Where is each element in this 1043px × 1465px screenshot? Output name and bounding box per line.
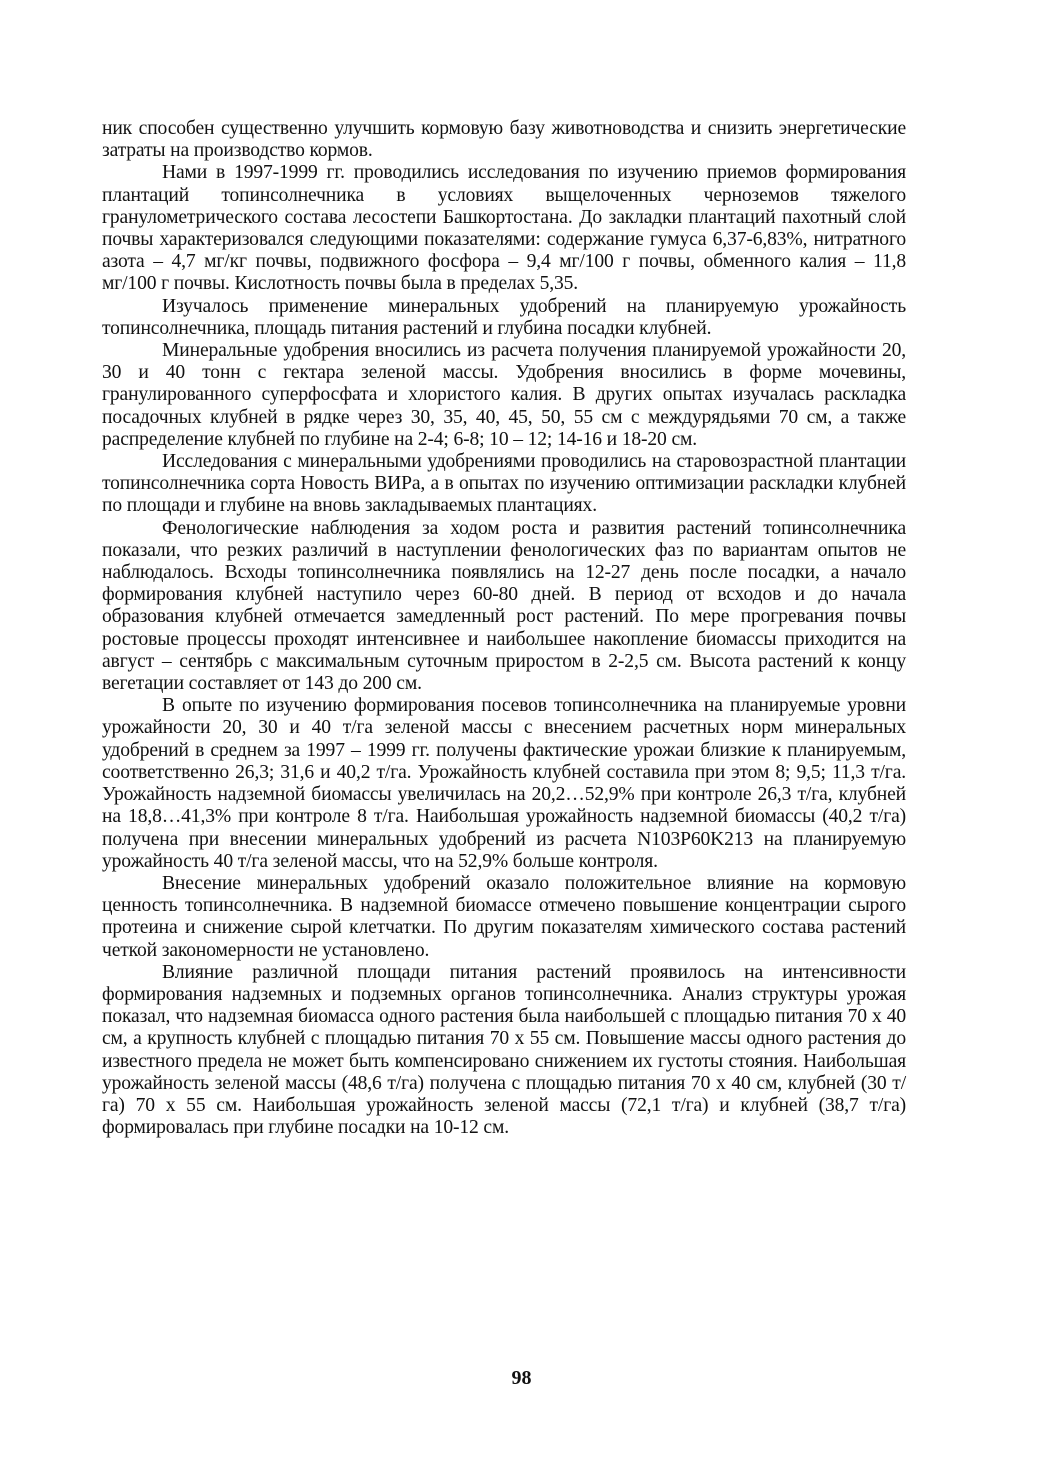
paragraph-yield-results: В опыте по изучению формирования посевов топинсолнечника на планируемые уровни урожайности 20, 30 и 40 т/га зеленой массы с внесением расчетных норм минеральных удобрений в среднем за 1997 – 1999 гг. получены фактические урожаи близкие к планируемым, соответственно 26,3; 31,6 и 40,2 т/га. Урожайность клубней составила при этом 8; 9,5; 11,3 т/га. Урожайность надземной биомассы увеличилась на 20,2…52,9% при контроле 26,3 т/га, клубней на 18,8…41,3% при контроле 8 т/га. Наибольшая урожайность надземной биомассы (40,2 т/га) получена при внесении минеральных удобрений из расчета N103P60K213 на планируемую урожайность 40 т/га зеленой массы, что на 52,9% больше контроля. [102,695,906,872]
paragraph-study-conditions: Нами в 1997-1999 гг. проводились исследования по изучению приемов формирования плантаций топинсолнечника в условиях выщелоченных черноземов тяжелого гранулометрического состава лесостепи Башкортостана. До закладки плантаций пахотный слой почвы характеризовался следующими показателями: содержание гумуса 6,37-6,83%, нитратного азота – 4,7 мг/кг почвы, подвижного фосфора – 9,4 мг/100 г почвы, обменного калия – 11,8 мг/100 г почвы. Кислотность почвы была в пределах 5,35. [102,162,906,295]
page-body [102,118,906,1139]
paragraph-continuation: ник способен существенно улучшить кормовую базу животноводства и снизить энергетические затраты на производство кормов. [102,118,906,162]
paragraph-fertilizers: Минеральные удобрения вносились из расчета получения планируемой урожайности 20, 30 и 40 тонн с гектара зеленой массы. Удобрения вносились в форме мочевины, гранулированного суперфосфата и хлористого калия. В других опытах изучалась раскладка посадочных клубней в рядке через 30, 35, 40, 45, 50, 55 см с междурядьями 70 см, а также распределение клубней по глубине на 2-4; 6-8; 10 – 12; 14-16 и 18-20 см. [102,340,906,450]
paragraph-feed-value: Внесение минеральных удобрений оказало положительное влияние на кормовую ценность топинсолнечника. В надземной биомассе отмечено повышение концентрации сырого протеина и снижение сырой клетчатки. По другим показателям химического состава растений четкой закономерности не установлено. [102,872,906,961]
paragraph-phenology: Фенологические наблюдения за ходом роста и развития растений топинсолнечника показали, что резких различий в наступлении фенологических фаз по вариантам опытов не наблюдалось. Всходы топинсолнечника появлялись на 12-27 день после посадки, а начало формирования клубней наступило через 60-80 дней. В период от всходов и до начала образования клубней отмечается замедленный рост растений. По мере прогревания почвы ростовые процессы проходят интенсивнее и наибольшее накопление биомассы приходится на август – сентябрь с максимальным суточным приростом в 2-2,5 см. Высота растений к концу вегетации составляет от 143 до 200 см. [102,517,906,695]
paragraph-study-factors: Изучалось применение минеральных удобрений на планируемую урожайность топинсолнечника, площадь питания растений и глубина посадки клубней. [102,295,906,339]
paragraph-feeding-area: Влияние различной площади питания растений проявилось на интенсивности формирования надземных и подземных органов топинсолнечника. Анализ структуры урожая показал, что надземная биомасса одного растения была наибольшей с площадью питания 70 х 40 см, а крупность клубней с площадью питания 70 х 55 см. Повышение массы одного растения до известного предела не может быть компенсировано снижением их густоты стояния. Наибольшая урожайность зеленой массы (48,6 т/га) получена с площадью питания 70 х 40 см, клубней (30 т/га) 70 х 55 см. Наибольшая урожайность зеленой массы (72,1 т/га) и клубней (38,7 т/га) формировалась при глубине посадки на 10-12 см. [102,961,906,1139]
paragraph-plantations: Исследования с минеральными удобрениями проводились на старовозрастной плантации топинсолнечника сорта Новость ВИРа, а в опытах по изучению оптимизации раскладки клубней по площади и глубине на вновь закладываемых плантациях. [102,451,906,517]
page-number: 98 [511,1367,532,1389]
